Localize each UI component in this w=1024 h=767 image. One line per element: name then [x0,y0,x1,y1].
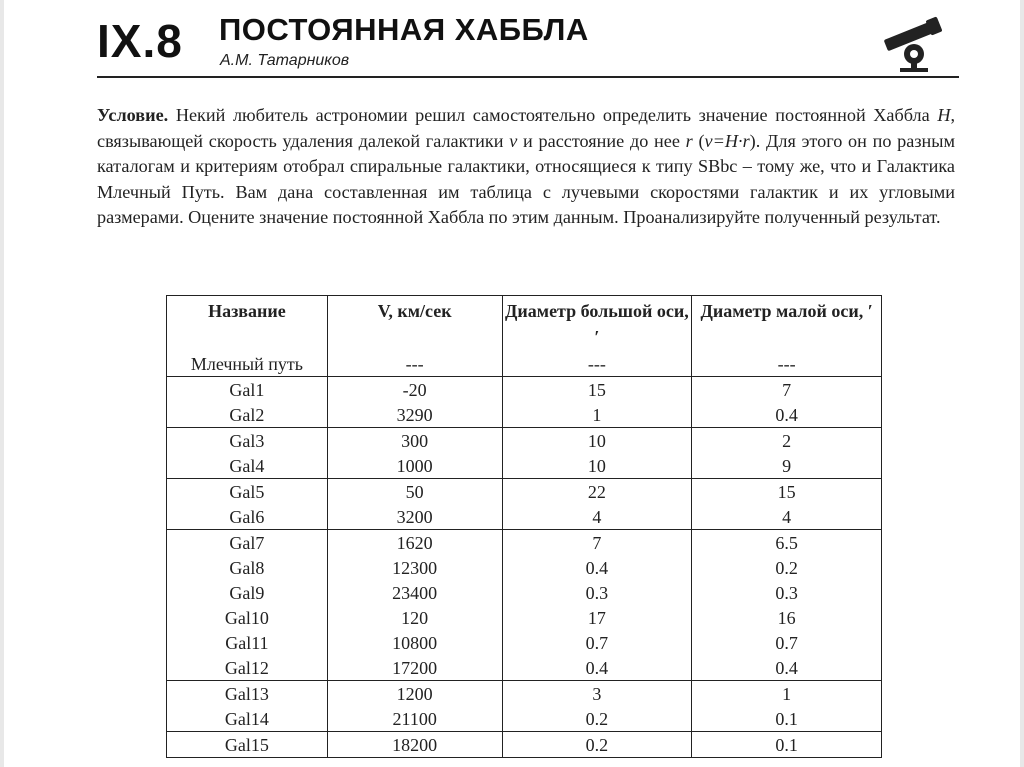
distance-symbol: r [685,130,693,151]
table-cell: 0.3 [692,580,882,605]
table-row [167,428,882,454]
table-cell: 10 [502,428,692,454]
table-cell: 300 [327,428,502,454]
table-row [167,555,882,580]
problem-statement [97,103,955,231]
left-frame-edge [0,0,4,767]
author-name: А.М. Татарников [220,52,350,69]
table-cell: 0.2 [502,706,692,732]
table-cell: 3 [502,681,692,707]
table-cell: 7 [692,377,882,403]
table-cell: Gal9 [167,580,328,605]
table-cell: 3290 [327,402,502,428]
table-cell: 1 [692,681,882,707]
table-cell: 17 [502,605,692,630]
table-cell: --- [327,354,502,377]
table-cell: 3200 [327,504,502,530]
right-frame-edge [1020,0,1024,767]
condition-text-2: , связывающей скорость удаления далекой галактики [97,105,955,151]
table-cell: 17200 [327,655,502,681]
table-row [167,706,882,732]
page-title: ПОСТОЯННАЯ ХАББЛА [219,12,589,47]
table-cell: 16 [692,605,882,630]
condition-text-1: Некий любитель астрономии решил самостоятельно определить значение постоянной Хаббла [168,105,938,125]
table-row [167,377,882,403]
hubble-symbol: H [937,105,951,125]
table-header-row [167,296,882,355]
table-cell: 10 [502,453,692,479]
table-cell: 1 [502,402,692,428]
table-cell: 10800 [327,630,502,655]
table-cell: 0.4 [502,555,692,580]
column-header-name: Название [167,296,328,355]
table-cell: 0.2 [692,555,882,580]
table-cell: 1620 [327,530,502,556]
table-cell: 18200 [327,732,502,758]
page-header [97,10,959,78]
column-header-velocity: V, км/сек [327,296,502,355]
table-cell: 4 [692,504,882,530]
table-cell: 50 [327,479,502,505]
table-row [167,504,882,530]
table-cell: -20 [327,377,502,403]
table-cell: Gal14 [167,706,328,732]
chapter-number: IX.8 [97,15,183,67]
table-row [167,655,882,681]
table-row [167,479,882,505]
header-divider [97,76,959,78]
telescope-icon [878,16,948,74]
table-cell: --- [502,354,692,377]
table-row [167,580,882,605]
table-cell: 9 [692,453,882,479]
table-cell: Gal4 [167,453,328,479]
table-body [167,377,882,758]
table-row [167,453,882,479]
table-cell: Gal11 [167,630,328,655]
table-cell: 7 [502,530,692,556]
condition-label: Условие. [97,105,169,125]
table-cell: 0.3 [502,580,692,605]
table-cell: Gal3 [167,428,328,454]
table-cell: --- [692,354,882,377]
table-cell: Gal12 [167,655,328,681]
table-cell: 2 [692,428,882,454]
table-row [167,732,882,758]
table-cell: 0.7 [502,630,692,655]
table-cell: Млечный путь [167,354,328,377]
table-row [167,605,882,630]
table-cell: 6.5 [692,530,882,556]
table-cell: Gal2 [167,402,328,428]
column-header-minor-axis: Диаметр малой оси, ′ [692,296,882,355]
table-cell: 0.1 [692,732,882,758]
table-cell: 12300 [327,555,502,580]
table-cell: 23400 [327,580,502,605]
column-header-major-axis: Диаметр большой оси, ′ [502,296,692,355]
table-cell: Gal13 [167,681,328,707]
table-cell: Gal15 [167,732,328,758]
galaxy-table [166,295,882,758]
table-cell: 21100 [327,706,502,732]
table-cell: Gal7 [167,530,328,556]
table-row [167,530,882,556]
table-cell: Gal1 [167,377,328,403]
table-cell: 0.2 [502,732,692,758]
table-cell: 15 [692,479,882,505]
hubble-formula: v=H·r [704,130,750,151]
table-cell: 4 [502,504,692,530]
condition-text-3: и расстояние до нее [517,130,686,151]
table-cell: 0.1 [692,706,882,732]
table-cell: 0.4 [692,655,882,681]
table-row [167,402,882,428]
milky-way-row [167,354,882,377]
table-cell: 1000 [327,453,502,479]
table-cell: 1200 [327,681,502,707]
condition-text-5: ). Для этого он по разным каталогам и критериям отобрал спиральные галактики, относящиеся к типу SBbc – тому же, что и Галактика Млечный Путь. Вам дана составленная им таблица с лучевыми скоростями галактик и их угловыми размерами. Оцените значение постоянной Хаббла по этим данным. Проанализируйте полученный результат. [97,130,955,227]
condition-text-4: ( [692,130,705,151]
table-cell: 0.7 [692,630,882,655]
table-cell: 22 [502,479,692,505]
table-cell: Gal10 [167,605,328,630]
table-cell: Gal6 [167,504,328,530]
table-row [167,681,882,707]
table-cell: 0.4 [502,655,692,681]
table-row [167,630,882,655]
table-cell: Gal8 [167,555,328,580]
velocity-symbol: v [509,130,518,151]
table-cell: 120 [327,605,502,630]
table-cell: 15 [502,377,692,403]
table-cell: Gal5 [167,479,328,505]
table-cell: 0.4 [692,402,882,428]
